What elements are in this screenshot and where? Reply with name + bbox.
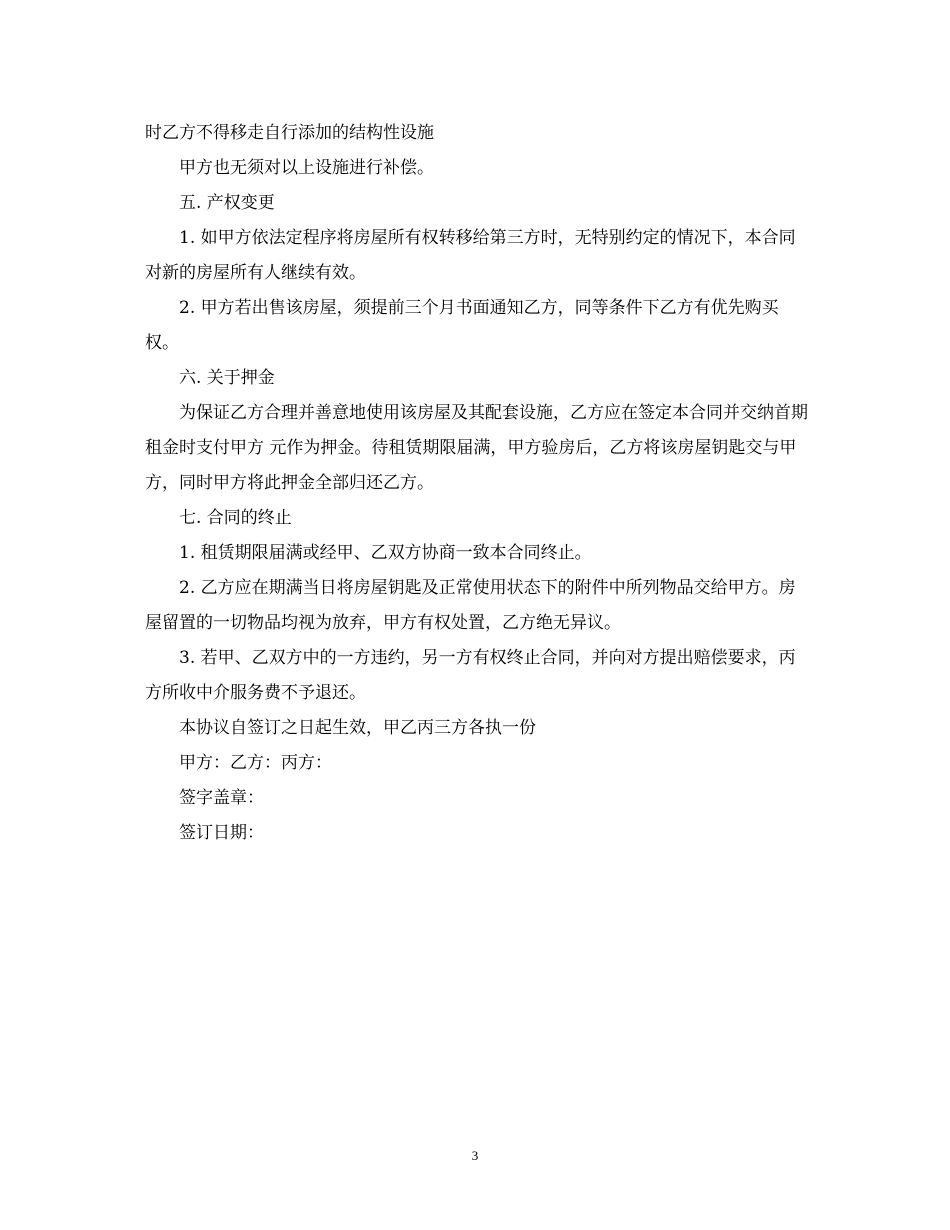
paragraph-preemptive-right: 2. 甲方若出售该房屋，须提前三个月书面通知乙方，同等条件下乙方有优先购买权。 <box>145 298 779 353</box>
paragraph-ownership-transfer: 1. 如甲方依法定程序将房屋所有权转移给第三方时，无特别约定的情况下，本合同对新的房屋所有人继续有效。 <box>145 228 796 283</box>
signature-seal-line: 签字盖章： <box>179 788 264 808</box>
signature-parties-line: 甲方：乙方：丙方： <box>179 753 332 773</box>
section-heading-deposit: 六. 关于押金 <box>179 368 275 388</box>
paragraph-effective-date: 本协议自签订之日起生效，甲乙丙三方各执一份 <box>179 718 536 738</box>
section-heading-termination: 七. 合同的终止 <box>179 508 292 528</box>
section-heading-property-change: 五. 产权变更 <box>179 193 275 213</box>
signing-date-line: 签订日期： <box>179 823 264 843</box>
page-number: 3 <box>471 1148 479 1163</box>
paragraph-termination-1: 1. 租赁期限届满或经甲、乙双方协商一致本合同终止。 <box>179 543 592 563</box>
paragraph-termination-3: 3. 若甲、乙双方中的一方违约，另一方有权终止合同，并向对方提出赔偿要求，丙方所收中介服务费不予退还。 <box>145 648 796 703</box>
paragraph-deposit-terms: 为保证乙方合理并善意地使用该房屋及其配套设施，乙方应在签定本合同并交纳首期租金时支付甲方 元作为押金。待租赁期限届满，甲方验房后，乙方将该房屋钥匙交与甲方，同时甲方将此押金全部归还乙方。 <box>145 403 808 493</box>
paragraph-no-compensation: 甲方也无须对以上设施进行补偿。 <box>179 158 434 178</box>
paragraph-termination-2: 2. 乙方应在期满当日将房屋钥匙及正常使用状态下的附件中所列物品交给甲方。房屋留置的一切物品均视为放弃，甲方有权处置，乙方绝无异议。 <box>145 578 796 633</box>
document-body <box>145 116 810 851</box>
paragraph-continuation: 时乙方不得移走自行添加的结构性设施 <box>145 123 434 143</box>
